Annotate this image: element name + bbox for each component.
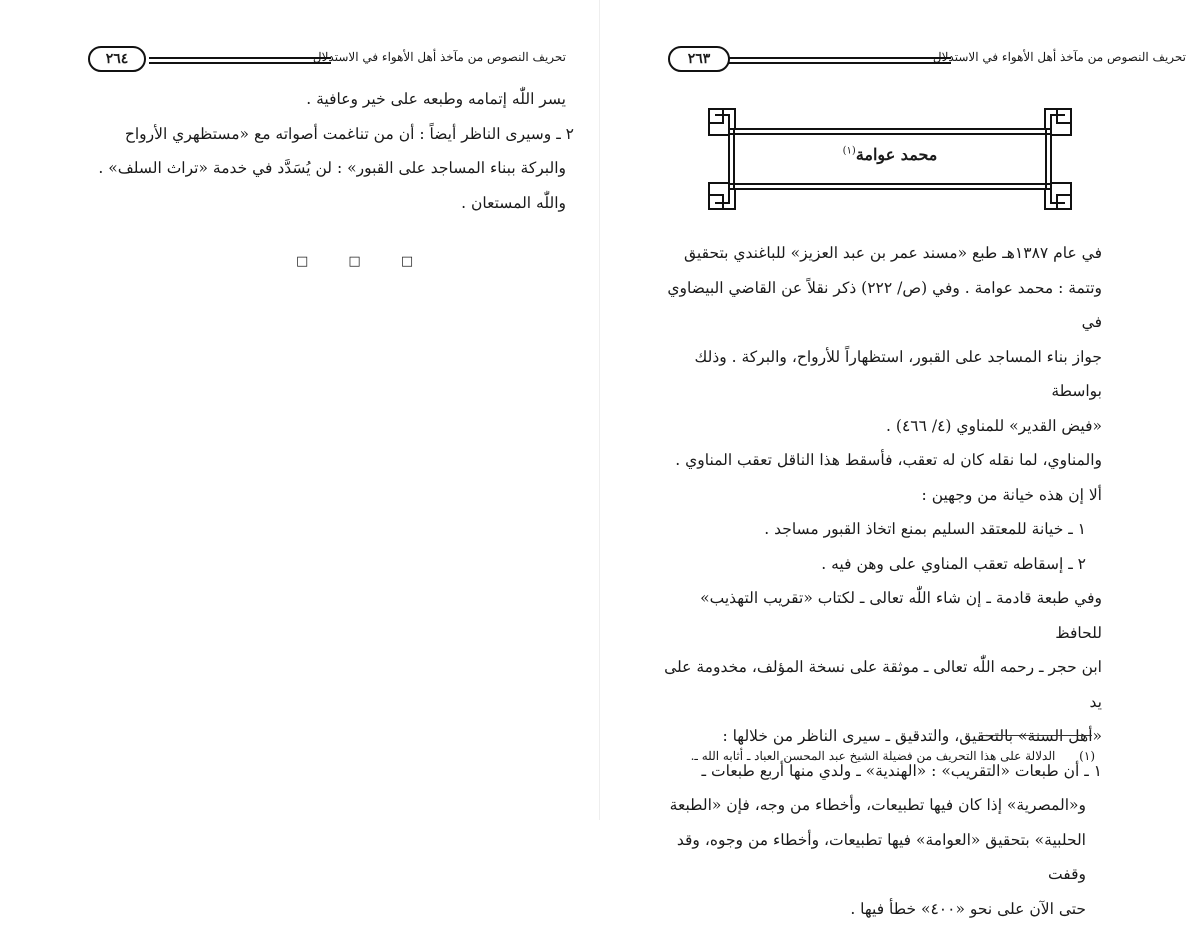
footnote — [660, 749, 1095, 763]
right-line-3: جواز بناء المساجد على القبور، استظهاراً للأرواح، والبركة . وذلك بواسطة — [660, 340, 1102, 409]
left-line-4: واللّٰه المستعان . — [96, 186, 566, 221]
left-page-header — [88, 46, 566, 74]
right-page-number: ٢٦٣ — [668, 46, 730, 72]
end-of-section-mark: □ □ □ — [296, 254, 431, 269]
left-line-2: ٢ ـ وسيرى الناظر أيضاً : أن من تناغمت أصواته مع «مستظهري الأرواح — [96, 117, 574, 152]
frame-title-text: محمد عوامة — [856, 145, 938, 164]
left-page — [0, 0, 600, 820]
right-page-body — [660, 236, 1096, 926]
footnote-number: (١) — [1079, 749, 1095, 763]
frame-footnote-ref: (١) — [843, 146, 856, 157]
frame-title — [705, 145, 1075, 164]
right-line-11: «أهل السنة» بالتحقيق، والتدقيق ـ سيرى الناظر من خلالها : — [660, 719, 1102, 754]
footnote-rule — [980, 735, 1092, 736]
left-header-rule — [149, 57, 331, 64]
right-line-1: في عام ١٣٨٧هـ طبع «مسند عمر بن عبد العزيز» للباغندي بتحقيق — [660, 236, 1102, 271]
right-line-2: وتتمة : محمد عوامة . وفي (ص/ ٢٢٢) ذكر نقلاً عن القاضي البيضاوي في — [660, 271, 1102, 340]
right-line-7: ١ ـ خيانة للمعتقد السليم بمنع اتخاذ القبور مساجد . — [660, 512, 1086, 547]
right-line-12: ١ ـ أن طبعات «التقريب» : «الهندية» ـ ولدي منها أربع طبعات ـ — [660, 754, 1102, 789]
right-line-13: و«المصرية» إذا كان فيها تطبيعات، وأخطاء من وجه، فإن «الطبعة — [660, 788, 1086, 823]
left-line-3: والبركة ببناء المساجد على القبور» : لن يُسَدَّد في خدمة «تراث السلف» . — [96, 151, 566, 186]
title-frame — [705, 105, 1075, 213]
right-line-15: حتى الآن على نحو «٤٠٠» خطأ فيها . — [660, 892, 1086, 926]
left-page-body — [96, 82, 566, 220]
right-line-8: ٢ ـ إسقاطه تعقب المناوي على وهن فيه . — [660, 547, 1086, 582]
right-line-4: «فيض القدير» للمناوي (٤/ ٤٦٦) . — [660, 409, 1102, 444]
right-line-14: الحلبية» بتحقيق «العوامة» فيها تطبيعات، وأخطاء من وجوه، وقد وقفت — [660, 823, 1086, 892]
footnote-text: الدلالة على هذا التحريف من فضيلة الشيخ عبد المحسن العباد ـ أثابه الله ـ. — [691, 749, 1056, 763]
left-line-1: يسر اللّٰه إتمامه وطبعه على خير وعافية . — [96, 82, 566, 117]
left-header-title: تحريف النصوص من مآخذ أهل الأهواء في الاستدلال — [313, 50, 566, 64]
right-header-rule — [729, 57, 951, 64]
left-page-number: ٢٦٤ — [88, 46, 146, 72]
right-header-title: تحريف النصوص من مآخذ أهل الأهواء في الاستدلال — [933, 50, 1186, 64]
right-page-header — [668, 46, 1186, 74]
right-line-9: وفي طبعة قادمة ـ إن شاء اللّٰه تعالى ـ لكتاب «تقريب التهذيب» للحافظ — [660, 581, 1102, 650]
right-line-10: ابن حجر ـ رحمه اللّٰه تعالى ـ موثقة على نسخة المؤلف، مخدومة على يد — [660, 650, 1102, 719]
right-line-6: ألا إن هذه خيانة من وجهين : — [660, 478, 1102, 513]
right-line-5: والمناوي، لما نقله كان له تعقب، فأسقط هذا الناقل تعقب المناوي . — [660, 443, 1102, 478]
